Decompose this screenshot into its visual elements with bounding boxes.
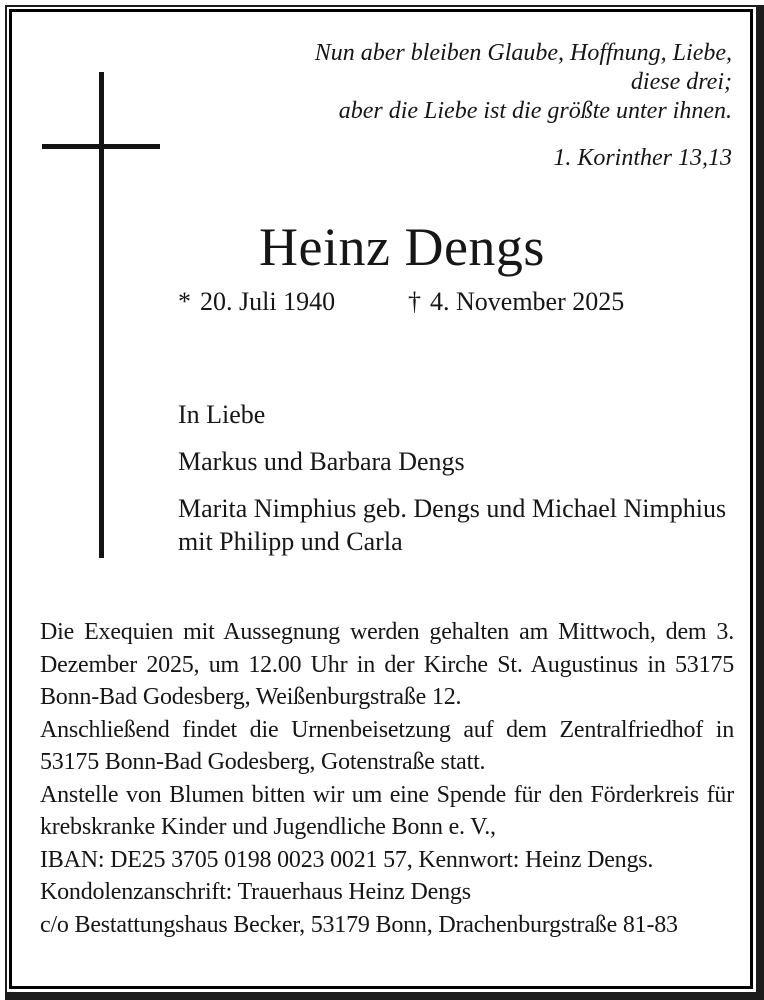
deceased-name: Heinz Dengs bbox=[259, 217, 545, 277]
birth-date bbox=[178, 287, 335, 317]
death-date bbox=[408, 287, 624, 317]
mourners-block bbox=[178, 400, 743, 558]
scripture-line-2: diese drei; bbox=[630, 69, 732, 95]
scripture-source: 1. Korinther 13,13 bbox=[553, 145, 732, 171]
death-cross-symbol: † bbox=[408, 287, 421, 316]
iban-line: IBAN: DE25 3705 0198 0023 0021 57, Kennwort: Heinz Dengs. bbox=[40, 846, 654, 873]
scripture-line-1: Nun aber bleiben Glaube, Hoffnung, Liebe, bbox=[314, 40, 732, 66]
burial-details: Anschließend findet die Urnenbeisetzung auf dem Zentralfriedhof in 53175 Bonn-Bad Godesberg, Gotenstraße statt. bbox=[40, 716, 734, 775]
donation-request: Anstelle von Blumen bitten wir um eine Spende für den Förderkreis für krebskranke Kinder und Jugendliche Bonn e. V., bbox=[40, 781, 734, 840]
cross-horizontal-bar bbox=[42, 144, 160, 149]
scripture-line-3: aber die Liebe ist die größte unter ihnen. bbox=[338, 98, 732, 124]
condolence-address-line-2: c/o Bestattungshaus Becker, 53179 Bonn, Drachenburgstraße 81-83 bbox=[40, 911, 678, 938]
mourner-line-2b: mit Philipp und Carla bbox=[178, 527, 403, 556]
condolence-address-line-1: Kondolenzanschrift: Trauerhaus Heinz Dengs bbox=[40, 879, 471, 905]
mourner-line-2 bbox=[178, 492, 743, 558]
mourner-line-2a: Marita Nimphius geb. Dengs und Michael Nimphius bbox=[178, 494, 727, 523]
mourners-intro: In Liebe bbox=[178, 400, 266, 429]
birth-date-text: 20. Juli 1940 bbox=[200, 287, 336, 316]
mourner-line-1: Markus und Barbara Dengs bbox=[178, 447, 465, 476]
service-details: Die Exequien mit Aussegnung werden gehalten am Mittwoch, dem 3. Dezember 2025, um 12.00 Uhr in der Kirche St. Augustinus in 53175 Bonn-Bad Godesberg, Weißenburgstraße 12. bbox=[40, 619, 734, 710]
death-date-text: 4. November 2025 bbox=[430, 287, 625, 316]
notice-text-column bbox=[40, 616, 734, 941]
birth-star-symbol: * bbox=[178, 287, 191, 316]
scripture-quote bbox=[315, 39, 732, 173]
